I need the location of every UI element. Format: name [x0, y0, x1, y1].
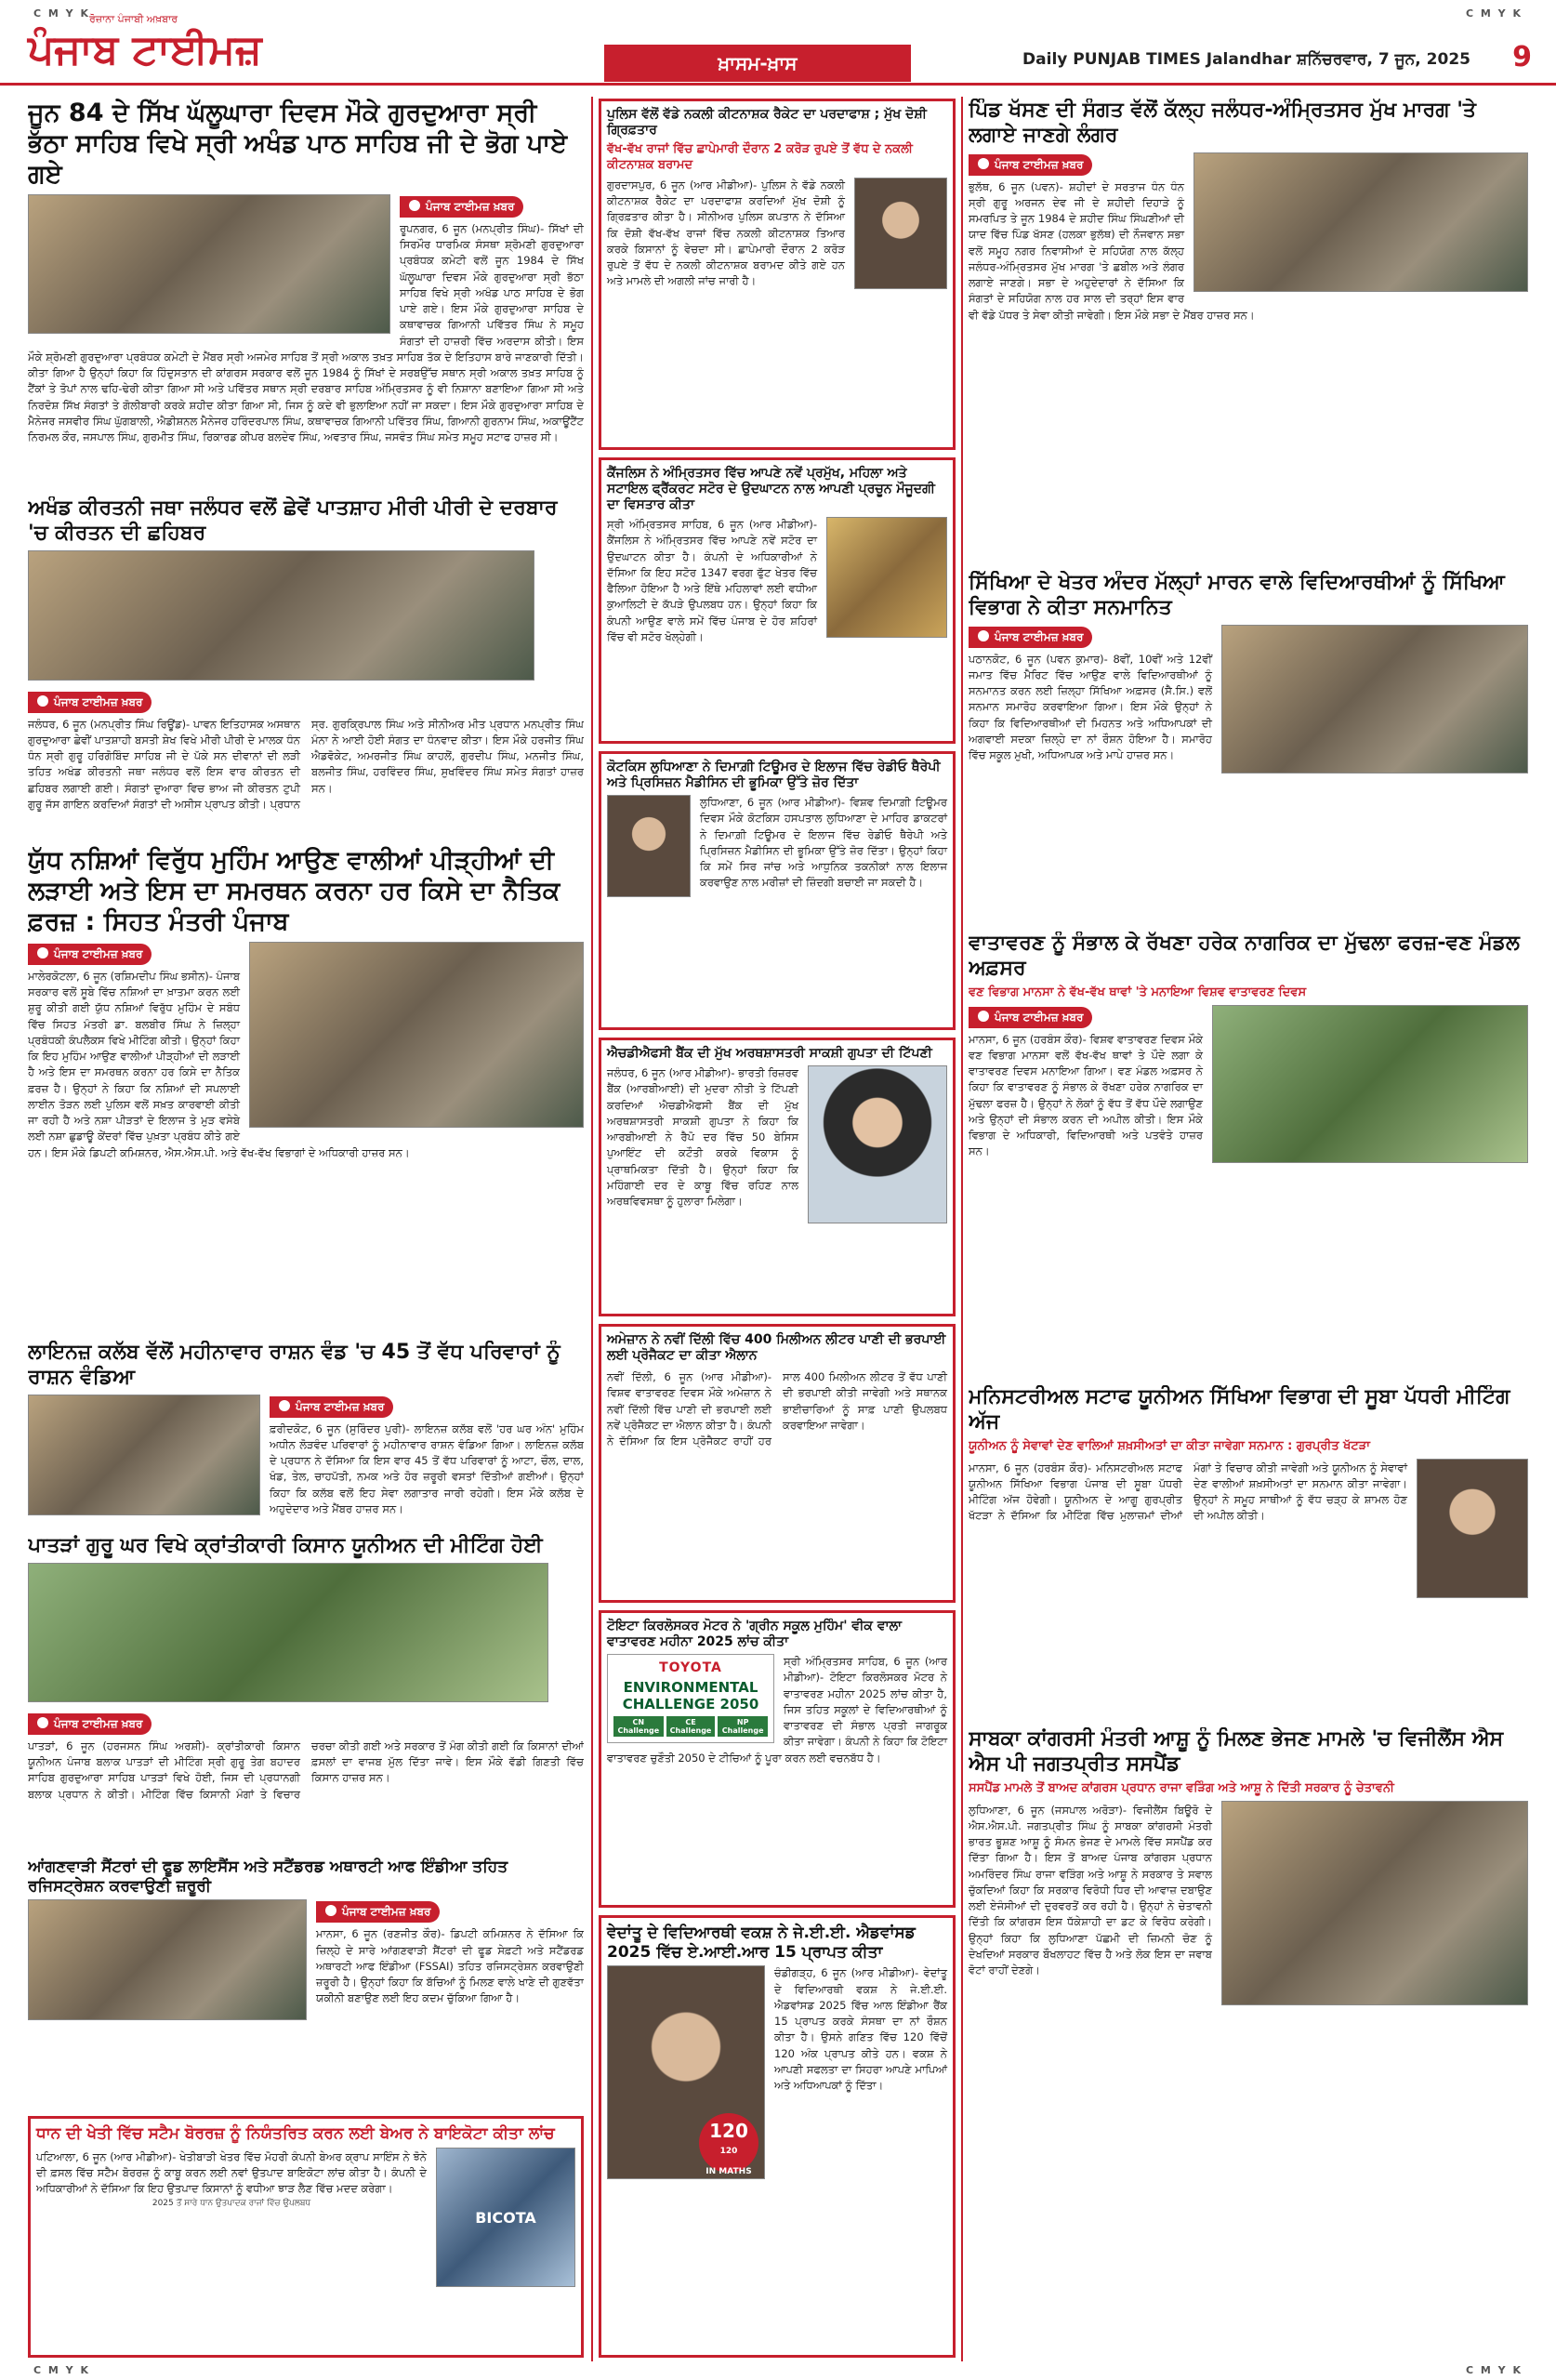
article-body: ਜਲੰਧਰ, 6 ਜੂਨ (ਆਰ ਮੀਡੀਆ)- ਭਾਰਤੀ ਰਿਜ਼ਰਵ ਬੈਂਕ (ਆਰਬੀਆਈ) ਦੀ ਮੁਦਰਾ ਨੀਤੀ ਤੇ ਟਿੱਪਣੀ ਕਰਦਿਆਂ ਐਚਡੀਐਫਸੀ ਬੈਂਕ ਦੀ ਮੁੱਖ ਅਰਥਸ਼ਾਸਤਰੀ ਸਾਕਸ਼ੀ ਗੁਪਤਾ ਨੇ ਕਿਹਾ ਕਿ ਆਰਬੀਆਈ ਨੇ ਰੈਪੋ ਦਰ ਵਿੱਚ 50 ਬੇਸਿਸ ਪੁਆਇੰਟ ਦੀ ਕਟੌਤੀ ਕਰਕੇ ਵਿਕਾਸ ਨੂੰ ਪ੍ਰਾਥਮਿਕਤਾ ਦਿੱਤੀ ਹੈ। ਉਨ੍ਹਾਂ ਕਿਹਾ ਕਿ ਮਹਿੰਗਾਈ ਦਰ ਦੇ ਕਾਬੂ ਵਿੱਚ ਰਹਿਣ ਨਾਲ ਅਰਥਵਿਵਸਥਾ ਨੂੰ ਹੁਲਾਰਾ ਮਿਲੇਗਾ। [607, 1066, 798, 1209]
doctor-photo [607, 795, 691, 897]
article-photo [28, 550, 534, 681]
headline: ਐਚਡੀਐਫਸੀ ਬੈਂਕ ਦੀ ਮੁੱਖ ਅਰਥਸ਼ਾਸਤਰੀ ਸਾਕਸ਼ੀ ਗੁਪਤਾ ਦੀ ਟਿੱਪਣੀ [607, 1046, 932, 1061]
article-body: ਮਾਨਸਾ, 6 ਜੂਨ (ਹਰਬੰਸ ਕੌਰ)- ਮਨਿਸਟਰੀਅਲ ਸਟਾਫ ਯੂਨੀਅਨ ਸਿੱਖਿਆ ਵਿਭਾਗ ਪੰਜਾਬ ਦੀ ਸੂਬਾ ਪੱਧਰੀ ਮੀਟਿੰਗ ਅੱਜ ਹੋਵੇਗੀ। ਯੂਨੀਅਨ ਦੇ ਆਗੂ ਗੁਰਪ੍ਰੀਤ ਖੱਟੜਾ ਨੇ ਦੱਸਿਆ ਕਿ ਮੀਟਿੰਗ ਵਿੱਚ ਮੁਲਾਜ਼ਮਾਂ ਦੀਆਂ ਮੰਗਾਂ ਤੇ ਵਿਚਾਰ ਕੀਤੀ ਜਾਵੇਗੀ ਅਤੇ ਯੂਨੀਅਨ ਨੂੰ ਸੇਵਾਵਾਂ ਦੇਣ ਵਾਲੀਆਂ ਸ਼ਖ਼ਸੀਅਤਾਂ ਦਾ ਸਨਮਾਨ ਕੀਤਾ ਜਾਵੇਗਾ। ਉਨ੍ਹਾਂ ਨੇ ਸਮੂਹ ਸਾਥੀਆਂ ਨੂੰ ਵੱਧ ਚੜ੍ਹ ਕੇ ਸ਼ਾਮਲ ਹੋਣ ਦੀ ਅਪੀਲ ਕੀਤੀ। [969, 1461, 1407, 1523]
article-body: ਲੁਧਿਆਣਾ, 6 ਜੂਨ (ਆਰ ਮੀਡੀਆ)- ਵਿਸ਼ਵ ਦਿਮਾਗ਼ੀ ਟਿਊਮਰ ਦਿਵਸ ਮੌਕੇ ਕੋਟਕਿਸ ਹਸਪਤਾਲ ਲੁਧਿਆਣਾ ਦੇ ਮਾਹਿਰ ਡਾਕਟਰਾਂ ਨੇ ਦਿਮਾਗ਼ੀ ਟਿਊਮਰ ਦੇ ਇਲਾਜ ਵਿੱਚ ਰੇਡੀਓ ਥੈਰੇਪੀ ਅਤੇ ਪ੍ਰਿਸਿਜ਼ਨ ਮੈਡੀਸਿਨ ਦੀ ਭੂਮਿਕਾ ਉੱਤੇ ਜ਼ੋਰ ਦਿੱਤਾ। ਉਨ੍ਹਾਂ ਕਿਹਾ ਕਿ ਸਮੇਂ ਸਿਰ ਜਾਂਚ ਅਤੇ ਆਧੁਨਿਕ ਤਕਨੀਕਾਂ ਨਾਲ ਇਲਾਜ ਕਰਵਾਉਣ ਨਾਲ ਮਰੀਜ਼ਾਂ ਦੀ ਜ਼ਿੰਦਗੀ ਬਚਾਈ ਜਾ ਸਕਦੀ ਹੈ। [700, 796, 947, 890]
byline-tag: ਪੰਜਾਬ ਟਾਈਮਜ਼ ਖ਼ਬਰ [316, 1901, 440, 1923]
article-body: ਪਠਾਨਕੋਟ, 6 ਜੂਨ (ਪਵਨ ਕੁਮਾਰ)- 8ਵੀਂ, 10ਵੀਂ ਅਤੇ 12ਵੀਂ ਜਮਾਤ ਵਿੱਚ ਮੈਰਿਟ ਵਿੱਚ ਆਉਣ ਵਾਲੇ ਵਿਦਿਆਰਥੀਆਂ ਨੂੰ ਸਨਮਾਨਤ ਕਰਨ ਲਈ ਜ਼ਿਲ੍ਹਾ ਸਿੱਖਿਆ ਅਫ਼ਸਰ (ਸੈ.ਸਿ.) ਵਲੋਂ ਸਨਮਾਨ ਸਮਾਰੋਹ ਕਰਵਾਇਆ ਗਿਆ। ਇਸ ਮੌਕੇ ਉਨ੍ਹਾਂ ਨੇ ਕਿਹਾ ਕਿ ਵਿਦਿਆਰਥੀਆਂ ਦੀ ਮਿਹਨਤ ਅਤੇ ਅਧਿਆਪਕਾਂ ਦੀ ਅਗਵਾਈ ਸਦਕਾ ਜ਼ਿਲ੍ਹੇ ਦਾ ਨਾਂ ਰੌਸ਼ਨ ਹੋਇਆ ਹੈ। ਸਮਾਰੋਹ ਵਿੱਚ ਸਕੂਲ ਮੁਖੀ, ਅਧਿਆਪਕ ਅਤੇ ਮਾਪੇ ਹਾਜ਼ਰ ਸਨ। [969, 652, 1212, 762]
subheadline: ਸਸਪੈਂਡ ਮਾਮਲੇ ਤੋਂ ਬਾਅਦ ਕਾਂਗਰਸ ਪ੍ਰਧਾਨ ਰਾਜਾ ਵੜਿੰਗ ਅਤੇ ਆਸ਼ੂ ਨੇ ਦਿੱਤੀ ਸਰਕਾਰ ਨੂੰ ਚੇਤਾਵਨੀ [969, 1780, 1394, 1795]
byline-tag: ਪੰਜਾਬ ਟਾਈਮਜ਼ ਖ਼ਬਰ [400, 196, 523, 218]
article-ministerial-staff-union [969, 1385, 1528, 1720]
article-body: ਮਾਨਸਾ, 6 ਜੂਨ (ਰਣਜੀਤ ਕੌਰ)- ਡਿਪਟੀ ਕਮਿਸ਼ਨਰ ਨੇ ਦੱਸਿਆ ਕਿ ਜ਼ਿਲ੍ਹੇ ਦੇ ਸਾਰੇ ਆਂਗਣਵਾੜੀ ਸੈਂਟਰਾਂ ਦੀ ਫੂਡ ਸੇਫ਼ਟੀ ਅਤੇ ਸਟੈਂਡਰਡ ਅਥਾਰਟੀ ਆਫ ਇੰਡੀਆ (FSSAI) ਤਹਿਤ ਰਜਿਸਟ੍ਰੇਸ਼ਨ ਕਰਵਾਉਣੀ ਜ਼ਰੂਰੀ ਹੈ। ਉਨ੍ਹਾਂ ਕਿਹਾ ਕਿ ਬੱਚਿਆਂ ਨੂੰ ਮਿਲਣ ਵਾਲੇ ਖਾਣੇ ਦੀ ਗੁਣਵੱਤਾ ਯਕੀਨੀ ਬਣਾਉਣ ਲਈ ਇਹ ਕਦਮ ਚੁੱਕਿਆ ਗਿਆ ਹੈ। [316, 1927, 584, 2005]
byline-tag: ਪੰਜਾਬ ਟਾਈਮਜ਼ ਖ਼ਬਰ [270, 1396, 393, 1418]
headline: ਜੂਨ 84 ਦੇ ਸਿੱਖ ਘੱਲੂਘਾਰਾ ਦਿਵਸ ਮੌਕੇ ਗੁਰਦੁਆਰਾ ਸ੍ਰੀ ਭੱਠਾ ਸਾਹਿਬ ਵਿਖੇ ਸ੍ਰੀ ਅਖੰਡ ਪਾਠ ਸਾਹਿਬ ਜੀ ਦੇ ਭੋਗ ਪਾਏ ਗਏ [28, 99, 568, 189]
masthead [28, 13, 316, 78]
registration-mark-bottom-right: C M Y K [1466, 2364, 1523, 2376]
logo-icon [279, 1400, 290, 1411]
article-photo [28, 1563, 548, 1702]
byline-tag: ਪੰਜਾਬ ਟਾਈਮਜ਼ ਖ਼ਬਰ [28, 1713, 152, 1735]
headline: ਲਾਇਨਜ਼ ਕਲੱਬ ਵੱਲੋਂ ਮਹੀਨਾਵਾਰ ਰਾਸ਼ਨ ਵੰਡ 'ਚ 45 ਤੋਂ ਵੱਧ ਪਰਿਵਾਰਾਂ ਨੂੰ ਰਾਸ਼ਨ ਵੰਡਿਆ [28, 1341, 560, 1389]
headline: ਮਨਿਸਟਰੀਅਲ ਸਟਾਫ ਯੂਨੀਅਨ ਸਿੱਖਿਆ ਵਿਭਾਗ ਦੀ ਸੂਬਾ ਪੱਧਰੀ ਮੀਟਿੰਗ ਅੱਜ [969, 1385, 1510, 1434]
byline-tag: ਪੰਜਾਬ ਟਾਈਮਜ਼ ਖ਼ਬਰ [28, 692, 152, 713]
challenge-title: ENVIRONMENTAL CHALLENGE 2050 [622, 1679, 759, 1713]
article-body: ਸ੍ਰੀ ਅੰਮ੍ਰਿਤਸਰ ਸਾਹਿਬ, 6 ਜੂਨ (ਆਰ ਮੀਡੀਆ)- ਟੋਇਟਾ ਕਿਰਲੋਸਕਰ ਮੋਟਰ ਨੇ ਵਾਤਾਵਰਣ ਮਹੀਨਾ 2025 ਲਾਂਚ ਕੀਤਾ ਹੈ, ਜਿਸ ਤਹਿਤ ਸਕੂਲਾਂ ਦੇ ਵਿਦਿਆਰਥੀਆਂ ਨੂੰ ਵਾਤਾਵਰਣ ਦੀ ਸੰਭਾਲ ਪ੍ਰਤੀ ਜਾਗਰੂਕ ਕੀਤਾ ਜਾਵੇਗਾ। ਕੰਪਨੀ ਨੇ ਕਿਹਾ ਕਿ ਟੋਇਟਾ ਵਾਤਾਵਰਣ ਚੁਣੌਤੀ 2050 ਦੇ ਟੀਚਿਆਂ ਨੂੰ ਪੂਰਾ ਕਰਨ ਲਈ ਵਚਨਬੱਧ ਹੈ। [607, 1655, 947, 1765]
chip-cn: CN Challenge [613, 1716, 664, 1737]
toyota-challenge-graphic [607, 1654, 774, 1743]
article-photo [28, 194, 390, 334]
article-lions-club-ration [28, 1341, 584, 1527]
student-photo [607, 1965, 765, 2179]
accused-photo [854, 178, 947, 289]
headline: ਪਿੰਡ ਖੱਸਣ ਦੀ ਸੰਗਤ ਵੱਲੋਂ ਕੱਲ੍ਹ ਜਲੰਧਰ-ਅੰਮ੍ਰਿਤਸਰ ਮੁੱਖ ਮਾਰਗ 'ਤੇ ਲਗਾਏ ਜਾਣਗੇ ਲੰਗਰ [969, 99, 1477, 147]
registration-mark-top-left: C M Y K [33, 7, 90, 20]
subheadline: ਯੂਨੀਅਨ ਨੂੰ ਸੇਵਾਵਾਂ ਦੇਣ ਵਾਲਿਆਂ ਸ਼ਖ਼ਸੀਅਤਾਂ ਦਾ ਕੀਤਾ ਜਾਵੇਗਾ ਸਨਮਾਨ : ਗੁਰਪ੍ਰੀਤ ਖੱਟੜਾ [969, 1438, 1370, 1453]
article-patran-kisan-union [28, 1534, 584, 1850]
store-photo [826, 517, 947, 638]
article-body: ਰੂਪਨਗਰ, 6 ਜੂਨ (ਮਨਪ੍ਰੀਤ ਸਿੰਘ)- ਸਿੱਖਾਂ ਦੀ ਸਿਰਮੌਰ ਧਾਰਮਿਕ ਸੰਸਥਾ ਸ਼੍ਰੋਮਣੀ ਗੁਰਦੁਆਰਾ ਪ੍ਰਬੰਧਕ ਕਮੇਟੀ ਵਲੋਂ ਜੂਨ 1984 ਦੇ ਸਿੱਖ ਘੱਲੂਘਾਰਾ ਦਿਵਸ ਮੌਕੇ ਗੁਰਦੁਆਰਾ ਸ੍ਰੀ ਭੱਠਾ ਸਾਹਿਬ ਵਿਖੇ ਸ੍ਰੀ ਅਖੰਡ ਪਾਠ ਸਾਹਿਬ ਦੇ ਭੋਗ ਪਾਏ ਗਏ। ਇਸ ਮੌਕੇ ਗੁਰਦੁਆਰਾ ਸਾਹਿਬ ਦੇ ਕਥਾਵਾਚਕ ਗਿਆਨੀ ਪਵਿੱਤਰ ਸਿੰਘ ਨੇ ਸਮੂਹ ਸੰਗਤਾਂ ਦੀ ਹਾਜ਼ਰੀ ਵਿੱਚ ਅਰਦਾਸ ਕੀਤੀ। ਇਸ ਮੌਕੇ ਸ਼੍ਰੋਮਣੀ ਗੁਰਦੁਆਰਾ ਪ੍ਰਬੰਧਕ ਕਮੇਟੀ ਦੇ ਮੈਂਬਰ ਸ੍ਰੀ ਅਜਮੇਰ ਸਾਹਿਬ ਤੋਂ ਸ੍ਰੀ ਅਕਾਲ ਤਖ਼ਤ ਸਾਹਿਬ ਤੱਕ ਦੇ ਇਤਿਹਾਸ ਬਾਰੇ ਜਾਣਕਾਰੀ ਦਿੱਤੀ। ਕੀਤਾ ਗਿਆ ਹੈ ਉਨ੍ਹਾਂ ਕਿਹਾ ਕਿ ਹਿੰਦੁਸਤਾਨ ਦੀ ਕਾਂਗਰਸ ਸਰਕਾਰ ਵਲੋਂ ਜੂਨ 1984 ਨੂੰ ਸਿੱਖਾਂ ਦੇ ਸਰਬਉੱਚ ਸਥਾਨ ਸ੍ਰੀ ਅਕਾਲ ਤਖ਼ਤ ਸਾਹਿਬ ਨੂੰ ਟੈਂਕਾਂ ਤੇ ਤੋਪਾਂ ਨਾਲ ਢਹਿ-ਢੇਰੀ ਕੀਤਾ ਗਿਆ ਸੀ ਅਤੇ ਪਵਿੱਤਰ ਸਥਾਨ ਸ੍ਰੀ ਦਰਬਾਰ ਸਾਹਿਬ ਅੰਮ੍ਰਿਤਸਰ ਨੂੰ ਵੀ ਨਿਸ਼ਾਨਾ ਬਣਾਇਆ ਗਿਆ ਸੀ ਅਤੇ ਨਿਰਦੋਸ਼ ਸਿੱਖ ਸੰਗਤਾਂ ਤੇ ਗੋਲੀਬਾਰੀ ਕਰਕੇ ਸ਼ਹੀਦ ਕੀਤਾ ਗਿਆ ਸੀ, ਜਿਸ ਨੂੰ ਕਦੇ ਵੀ ਭੁਲਾਇਆ ਨਹੀਂ ਜਾ ਸਕਦਾ। ਇਸ ਮੌਕੇ ਗੁਰਦੁਆਰਾ ਸਾਹਿਬ ਦੇ ਮੈਨੇਜਰ ਜਸਵੀਰ ਸਿੰਘ ਘੁੱਗਬਾਲੀ, ਐਡੀਸ਼ਨਲ ਮੈਨੇਜਰ ਹਰਿੰਦਰਪਾਲ ਸਿੰਘ, ਕਥਾਵਾਚਕ ਗਿਆਨੀ ਪਵਿੱਤਰ ਸਿੰਘ, ਗਿਆਨੀ ਗੁਰਨਾਮ ਸਿੰਘ, ਅਕਾਊਂਟੈਂਟ ਨਿਰਮਲ ਕੌਰ, ਜਸਪਾਲ ਸਿੰਘ, ਗੁਰਮੀਤ ਸਿੰਘ, ਰਿਕਾਰਡ ਕੀਪਰ ਬਲਦੇਵ ਸਿੰਘ, ਅਵਤਾਰ ਸਿੰਘ, ਜਸਵੰਤ ਸਿੰਘ ਸਮੇਤ ਸਮੂਹ ਸਟਾਫ ਹਾਜ਼ਰ ਸੀ। [28, 221, 584, 444]
article-anganwadi-fssai [28, 1858, 584, 2109]
byline-tag: ਪੰਜਾਬ ਟਾਈਮਜ਼ ਖ਼ਬਰ [969, 1007, 1092, 1028]
article-body: ਨਵੀਂ ਦਿੱਲੀ, 6 ਜੂਨ (ਆਰ ਮੀਡੀਆ)- ਵਿਸ਼ਵ ਵਾਤਾਵਰਣ ਦਿਵਸ ਮੌਕੇ ਅਮੇਜ਼ਾਨ ਨੇ ਨਵੀਂ ਦਿੱਲੀ ਵਿੱਚ ਪਾਣੀ ਦੀ ਭਰਪਾਈ ਲਈ ਨਵੇਂ ਪ੍ਰੋਜੈਕਟ ਦਾ ਐਲਾਨ ਕੀਤਾ ਹੈ। ਕੰਪਨੀ ਨੇ ਦੱਸਿਆ ਕਿ ਇਸ ਪ੍ਰੋਜੈਕਟ ਰਾਹੀਂ ਹਰ ਸਾਲ 400 ਮਿਲੀਅਨ ਲੀਟਰ ਤੋਂ ਵੱਧ ਪਾਣੀ ਦੀ ਭਰਪਾਈ ਕੀਤੀ ਜਾਵੇਗੀ ਅਤੇ ਸਥਾਨਕ ਭਾਈਚਾਰਿਆਂ ਨੂੰ ਸਾਫ਼ ਪਾਣੀ ਉਪਲਬਧ ਕਰਵਾਇਆ ਜਾਵੇਗਾ। [607, 1370, 947, 1448]
subheadline: ਵੱਖ-ਵੱਖ ਰਾਜਾਂ ਵਿੱਚ ਛਾਪੇਮਾਰੀ ਦੌਰਾਨ 2 ਕਰੋੜ ਰੁਪਏ ਤੋਂ ਵੱਧ ਦੇ ਨਕਲੀ ਕੀਟਨਾਸ਼ਕ ਬਰਾਮਦ [607, 142, 913, 173]
logo-icon [409, 200, 420, 211]
article-khassan-langar [969, 99, 1528, 563]
article-amazon-water [599, 1324, 956, 1603]
article-toyota-environment [599, 1610, 956, 1908]
chip-ce: CE Challenge [666, 1716, 716, 1737]
column-divider [961, 97, 963, 2361]
byline-tag: ਪੰਜਾਬ ਟਾਈਮਜ਼ ਖ਼ਬਰ [969, 627, 1092, 648]
column-divider [591, 97, 593, 2361]
headline: ਸਾਬਕਾ ਕਾਂਗਰਸੀ ਮੰਤਰੀ ਆਸ਼ੂ ਨੂੰ ਮਿਲਣ ਭੇਜਣ ਮਾਮਲੇ 'ਚ ਵਿਜੀਲੈਂਸ ਐਸ ਐਸ ਪੀ ਜਗਤਪ੍ਰੀਤ ਸਸਪੈਂਡ [969, 1727, 1504, 1776]
article-body: ਪਾਤੜਾਂ, 6 ਜੂਨ (ਹਰਜਸਨ ਸਿੰਘ ਅਰਸ਼ੀ)- ਕ੍ਰਾਂਤੀਕਾਰੀ ਕਿਸਾਨ ਯੂਨੀਅਨ ਪੰਜਾਬ ਬਲਾਕ ਪਾਤੜਾਂ ਦੀ ਮੀਟਿੰਗ ਸ੍ਰੀ ਗੁਰੂ ਤੇਗ ਬਹਾਦਰ ਸਾਹਿਬ ਗੁਰਦੁਆਰਾ ਸਾਹਿਬ ਪਾਤੜਾਂ ਵਿਖੇ ਹੋਈ, ਜਿਸ ਦੀ ਪ੍ਰਧਾਨਗੀ ਬਲਾਕ ਪ੍ਰਧਾਨ ਨੇ ਕੀਤੀ। ਮੀਟਿੰਗ ਵਿੱਚ ਕਿਸਾਨੀ ਮੰਗਾਂ ਤੇ ਵਿਚਾਰ ਚਰਚਾ ਕੀਤੀ ਗਈ ਅਤੇ ਸਰਕਾਰ ਤੋਂ ਮੰਗ ਕੀਤੀ ਗਈ ਕਿ ਕਿਸਾਨਾਂ ਦੀਆਂ ਫ਼ਸਲਾਂ ਦਾ ਵਾਜਬ ਮੁੱਲ ਦਿੱਤਾ ਜਾਵੇ। ਇਸ ਮੌਕੇ ਵੱਡੀ ਗਿਣਤੀ ਵਿੱਚ ਕਿਸਾਨ ਹਾਜ਼ਰ ਸਨ। [28, 1739, 584, 1801]
article-body: ਮਾਨਸਾ, 6 ਜੂਨ (ਹਰਬੰਸ ਕੌਰ)- ਵਿਸ਼ਵ ਵਾਤਾਵਰਣ ਦਿਵਸ ਮੌਕੇ ਵਣ ਵਿਭਾਗ ਮਾਨਸਾ ਵਲੋਂ ਵੱਖ-ਵੱਖ ਥਾਵਾਂ ਤੇ ਪੌਦੇ ਲਗਾ ਕੇ ਵਾਤਾਵਰਣ ਦਿਵਸ ਮਨਾਇਆ ਗਿਆ। ਵਣ ਮੰਡਲ ਅਫ਼ਸਰ ਨੇ ਕਿਹਾ ਕਿ ਵਾਤਾਵਰਣ ਨੂੰ ਸੰਭਾਲ ਕੇ ਰੱਖਣਾ ਹਰੇਕ ਨਾਗਰਿਕ ਦਾ ਮੁੱਢਲਾ ਫਰਜ਼ ਹੈ। ਉਨ੍ਹਾਂ ਨੇ ਲੋਕਾਂ ਨੂੰ ਵੱਧ ਤੋਂ ਵੱਧ ਪੌਦੇ ਲਗਾਉਣ ਅਤੇ ਉਨ੍ਹਾਂ ਦੀ ਸੰਭਾਲ ਕਰਨ ਦੀ ਅਪੀਲ ਕੀਤੀ। ਇਸ ਮੌਕੇ ਵਿਭਾਗ ਦੇ ਅਧਿਕਾਰੀ, ਵਿਦਿਆਰਥੀ ਅਤੇ ਪਤਵੰਤੇ ਹਾਜ਼ਰ ਸਨ। [969, 1032, 1203, 1158]
bicota-product-image: BICOTA [436, 2148, 575, 2287]
article-vigilance-ssp-suspended [969, 1727, 1528, 2358]
logo-icon [978, 158, 989, 169]
headline: ਵਾਤਾਵਰਣ ਨੂੰ ਸੰਭਾਲ ਕੇ ਰੱਖਣਾ ਹਰੇਕ ਨਾਗਰਿਕ ਦਾ ਮੁੱਢਲਾ ਫਰਜ਼-ਵਣ ਮੰਡਲ ਅਫ਼ਸਰ [969, 932, 1520, 980]
article-body: ਸ੍ਰੀ ਅੰਮ੍ਰਿਤਸਰ ਸਾਹਿਬ, 6 ਜੂਨ (ਆਰ ਮੀਡੀਆ)- ਕੈਂਜਲਿਸ ਨੇ ਅੰਮ੍ਰਿਤਸਰ ਵਿੱਚ ਆਪਣੇ ਨਵੇਂ ਸਟੋਰ ਦਾ ਉਦਘਾਟਨ ਕੀਤਾ ਹੈ। ਕੰਪਨੀ ਦੇ ਅਧਿਕਾਰੀਆਂ ਨੇ ਦੱਸਿਆ ਕਿ ਇਹ ਸਟੋਰ 1347 ਵਰਗ ਫੁੱਟ ਖੇਤਰ ਵਿੱਚ ਫੈਲਿਆ ਹੋਇਆ ਹੈ ਅਤੇ ਇੱਥੇ ਮਹਿਲਾਵਾਂ ਲਈ ਵਧੀਆ ਕੁਆਲਿਟੀ ਦੇ ਕੱਪੜੇ ਉਪਲਬਧ ਹਨ। ਉਨ੍ਹਾਂ ਕਿਹਾ ਕਿ ਕੰਪਨੀ ਆਉਣ ਵਾਲੇ ਸਮੇਂ ਵਿੱਚ ਪੰਜਾਬ ਦੇ ਹੋਰ ਸ਼ਹਿਰਾਂ ਵਿੱਚ ਵੀ ਸਟੋਰ ਖੋਲ੍ਹੇਗੀ। [607, 518, 817, 643]
headline: ਕੈਂਜਲਿਸ ਨੇ ਅੰਮ੍ਰਿਤਸਰ ਵਿੱਚ ਆਪਣੇ ਨਵੇਂ ਪ੍ਰਮੁੱਖ, ਮਹਿਲਾ ਅਤੇ ਸਟਾਇਲ ਫ੍ਰੈਂਕਰਟ ਸਟੋਰ ਦੇ ਉਦਘਾਟਨ ਨਾਲ ਆਪਣੀ ਪ੍ਰਚੂਨ ਮੌਜੂਦਗੀ ਦਾ ਵਿਸਤਾਰ ਕੀਤਾ [607, 466, 936, 513]
masthead-tagline: ਰੋਜ਼ਾਨਾ ਪੰਜਾਬੀ ਅਖ਼ਬਾਰ [89, 13, 178, 25]
article-ghallughara-bhatha-sahib [28, 99, 584, 489]
challenge-chips [613, 1716, 768, 1737]
logo-icon [978, 1011, 989, 1022]
article-body: ਚੰਡੀਗੜ੍ਹ, 6 ਜੂਨ (ਆਰ ਮੀਡੀਆ)- ਵੇਦਾਂਤੂ ਦੇ ਵਿਦਿਆਰਥੀ ਵਕਸ਼ ਨੇ ਜੇ.ਈ.ਈ. ਐਡਵਾਂਸਡ 2025 ਵਿੱਚ ਆਲ ਇੰਡੀਆ ਰੈਂਕ 15 ਪ੍ਰਾਪਤ ਕਰਕੇ ਸੰਸਥਾ ਦਾ ਨਾਂ ਰੌਸ਼ਨ ਕੀਤਾ ਹੈ। ਉਸਨੇ ਗਣਿਤ ਵਿੱਚ 120 ਵਿੱਚੋਂ 120 ਅੰਕ ਪ੍ਰਾਪਤ ਕੀਤੇ ਹਨ। ਵਕਸ਼ ਨੇ ਆਪਣੀ ਸਫਲਤਾ ਦਾ ਸਿਹਰਾ ਆਪਣੇ ਮਾਪਿਆਂ ਅਤੇ ਅਧਿਆਪਕਾਂ ਨੂੰ ਦਿੱਤਾ। [774, 1966, 947, 2093]
article-photo [28, 1395, 260, 1515]
article-body: ਜਲੰਧਰ, 6 ਜੂਨ (ਮਨਪ੍ਰੀਤ ਸਿੰਘ ਰਿਊਂਡ)- ਪਾਵਨ ਇਤਿਹਾਸਕ ਅਸਥਾਨ ਗੁਰਦੁਆਰਾ ਛੇਵੀਂ ਪਾਤਸ਼ਾਹੀ ਬਸਤੀ ਸ਼ੇਖ ਵਿਖੇ ਮੀਰੀ ਪੀਰੀ ਦੇ ਮਾਲਕ ਧੰਨ ਧੰਨ ਸ੍ਰੀ ਗੁਰੂ ਹਰਿਗੋਬਿੰਦ ਸਾਹਿਬ ਜੀ ਦੇ ਪੱਕੇ ਸਨ ਦੀਵਾਨਾਂ ਦੀ ਲੜੀ ਤਹਿਤ ਅਖੰਡ ਕੀਰਤਨੀ ਜਥਾ ਜਲੰਧਰ ਵਲੋਂ ਇਸ ਵਾਰ ਕੀਰਤਨ ਦੀ ਛਹਿਬਰ ਲਗਾਈ ਗਈ। ਸੰਗਤਾਂ ਦੁਆਰਾ ਵਿਚ ਭਾਅ ਜੀ ਕੀਰਤਨ ਟੁਪੀ ਗੁਰੂ ਜੱਸ ਗਾਇਨ ਕਰਦਿਆਂ ਸੰਗਤਾਂ ਦੀ ਅਸੀਸ ਪ੍ਰਾਪਤ ਕੀਤੀ। ਪ੍ਰਧਾਨ ਸ੍ਰ. ਗੁਰਕ੍ਰਿਪਾਲ ਸਿੰਘ ਅਤੇ ਸੀਨੀਅਰ ਮੀਤ ਪ੍ਰਧਾਨ ਮਨਪ੍ਰੀਤ ਸਿੰਘ ਮੰਨਾ ਨੇ ਆਈ ਹੋਈ ਸੰਗਤ ਦਾ ਧੰਨਵਾਦ ਕੀਤਾ। ਇਸ ਮੌਕੇ ਹਰਜੀਤ ਸਿੰਘ ਐਡਵੋਕੇਟ, ਅਮਰਜੀਤ ਸਿੰਘ ਕਾਹਲੋਂ, ਗੁਰਦੀਪ ਸਿੰਘ, ਮਨਜੀਤ ਸਿੰਘ, ਬਲਜੀਤ ਸਿੰਘ, ਹਰਵਿੰਦਰ ਸਿੰਘ, ਸੁਖਵਿੰਦਰ ਸਿੰਘ ਸਮੇਤ ਸੰਗਤਾਂ ਹਾਜ਼ਰ ਸਨ। [28, 717, 584, 811]
article-education-honours [969, 571, 1528, 924]
headline: ਟੋਇਟਾ ਕਿਰਲੋਸਕਰ ਮੋਟਰ ਨੇ 'ਗ੍ਰੀਨ ਸਕੂਲ ਮੁਹਿੰਮ' ਵੀਕ ਵਾਲਾ ਵਾਤਾਵਰਣ ਮਹੀਨਾ 2025 ਲਾਂਚ ਕੀਤਾ [607, 1619, 903, 1650]
headline: ਪਾਤੜਾਂ ਗੁਰੂ ਘਰ ਵਿਖੇ ਕ੍ਰਾਂਤੀਕਾਰੀ ਕਿਸਾਨ ਯੂਨੀਅਨ ਦੀ ਮੀਟਿੰਗ ਹੋਈ [28, 1534, 543, 1557]
registration-mark-top-right: C M Y K [1466, 7, 1523, 20]
article-photo [28, 1899, 307, 2020]
chip-np: NP Challenge [718, 1716, 768, 1737]
logo-icon [37, 1717, 48, 1728]
registration-mark-bottom-left: C M Y K [33, 2364, 90, 2376]
headline: ਕੋਟਕਿਸ ਲੁਧਿਆਣਾ ਨੇ ਦਿਮਾਗ਼ੀ ਟਿਊਮਰ ਦੇ ਇਲਾਜ ਵਿੱਚ ਰੇਡੀਓ ਥੈਰੇਪੀ ਅਤੇ ਪ੍ਰਿਸਿਜ਼ਨ ਮੈਡੀਸਿਨ ਦੀ ਭੂਮਿਕਾ ਉੱਤੇ ਜ਼ੋਰ ਦਿੱਤਾ [607, 760, 941, 791]
page-number: 9 [1512, 41, 1532, 73]
logo-icon [978, 630, 989, 641]
article-photo [1221, 625, 1528, 774]
headline: ਅਮੇਜ਼ਾਨ ਨੇ ਨਵੀਂ ਦਿੱਲੀ ਵਿੱਚ 400 ਮਿਲੀਅਨ ਲੀਟਰ ਪਾਣੀ ਦੀ ਭਰਪਾਈ ਲਈ ਪ੍ਰੋਜੈਕਟ ਦਾ ਕੀਤਾ ਐਲਾਨ [607, 1332, 946, 1364]
article-photo [1193, 152, 1528, 292]
headline: ਵੇਦਾਂਤੂ ਦੇ ਵਿਦਿਆਰਥੀ ਵਕਸ਼ ਨੇ ਜੇ.ਈ.ਈ. ਐਡਵਾਂਸਡ 2025 ਵਿੱਚ ਏ.ਆਈ.ਆਰ 15 ਪ੍ਰਾਪਤ ਕੀਤਾ [607, 1924, 916, 1962]
score-badge: 120 120 IN MATHS [699, 2113, 758, 2173]
article-kanjalis-store [599, 457, 956, 744]
article-fake-pesticide-racket [599, 99, 956, 450]
article-body: ਲੁਧਿਆਣਾ, 6 ਜੂਨ (ਜਸਪਾਲ ਅਰੋੜਾ)- ਵਿਜੀਲੈਂਸ ਬਿਊਰੋ ਦੇ ਐਸ.ਐਸ.ਪੀ. ਜਗਤਪ੍ਰੀਤ ਸਿੰਘ ਨੂੰ ਸਾਬਕਾ ਕਾਂਗਰਸੀ ਮੰਤਰੀ ਭਾਰਤ ਭੂਸ਼ਣ ਆਸ਼ੂ ਨੂੰ ਸੰਮਨ ਭੇਜਣ ਦੇ ਮਾਮਲੇ ਵਿੱਚ ਸਸਪੈਂਡ ਕਰ ਦਿੱਤਾ ਗਿਆ ਹੈ। ਇਸ ਤੋਂ ਬਾਅਦ ਪੰਜਾਬ ਕਾਂਗਰਸ ਪ੍ਰਧਾਨ ਅਮਰਿੰਦਰ ਸਿੰਘ ਰਾਜਾ ਵੜਿੰਗ ਅਤੇ ਆਸ਼ੂ ਨੇ ਸਰਕਾਰ ਤੇ ਸਵਾਲ ਚੁੱਕਦਿਆਂ ਕਿਹਾ ਕਿ ਸਰਕਾਰ ਵਿਰੋਧੀ ਧਿਰ ਦੀ ਆਵਾਜ਼ ਦਬਾਉਣ ਲਈ ਏਜੰਸੀਆਂ ਦੀ ਦੁਰਵਰਤੋਂ ਕਰ ਰਹੀ ਹੈ। ਉਨ੍ਹਾਂ ਨੇ ਚੇਤਾਵਨੀ ਦਿੱਤੀ ਕਿ ਕਾਂਗਰਸ ਇਸ ਧੱਕੇਸ਼ਾਹੀ ਦਾ ਡਟ ਕੇ ਵਿਰੋਧ ਕਰੇਗੀ। ਉਨ੍ਹਾਂ ਕਿਹਾ ਕਿ ਲੁਧਿਆਣਾ ਪੱਛਮੀ ਦੀ ਜ਼ਿਮਨੀ ਚੋਣ ਨੂੰ ਦੇਖਦਿਆਂ ਸਰਕਾਰ ਬੌਖਲਾਹਟ ਵਿੱਚ ਹੈ ਅਤੇ ਲੋਕ ਇਸ ਦਾ ਜਵਾਬ ਵੋਟਾਂ ਰਾਹੀਂ ਦੇਣਗੇ। [969, 1803, 1212, 1977]
article-body: ਪਟਿਆਲਾ, 6 ਜੂਨ (ਆਰ ਮੀਡੀਆ)- ਖੇਤੀਬਾੜੀ ਖੇਤਰ ਵਿੱਚ ਮੋਹਰੀ ਕੰਪਨੀ ਬੇਅਰ ਕ੍ਰਾਪ ਸਾਇੰਸ ਨੇ ਝੋਨੇ ਦੀ ਫ਼ਸਲ ਵਿੱਚ ਸਟੈਮ ਬੋਰਰਜ਼ ਨੂੰ ਕਾਬੂ ਕਰਨ ਲਈ ਨਵਾਂ ਉਤਪਾਦ ਬਾਇਕੋਟਾ ਲਾਂਚ ਕੀਤਾ ਹੈ। ਕੰਪਨੀ ਦੇ ਅਧਿਕਾਰੀਆਂ ਨੇ ਦੱਸਿਆ ਕਿ ਇਹ ਉਤਪਾਦ ਕਿਸਾਨਾਂ ਨੂੰ ਵਧੀਆ ਝਾੜ ਲੈਣ ਵਿੱਚ ਮਦਦ ਕਰੇਗਾ। [36, 2149, 427, 2196]
headline: ਅਖੰਡ ਕੀਰਤਨੀ ਜਥਾ ਜਲੰਧਰ ਵਲੋਂ ਛੇਵੇਂ ਪਾਤਸ਼ਾਹ ਮੀਰੀ ਪੀਰੀ ਦੇ ਦਰਬਾਰ 'ਚ ਕੀਰਤਨ ਦੀ ਛਹਿਬਰ [28, 496, 558, 545]
section-label: ਖ਼ਾਸਮ-ਖ਼ਾਸ [604, 45, 911, 82]
headline: ਸਿੱਖਿਆ ਦੇ ਖੇਤਰ ਅੰਦਰ ਮੱਲ੍ਹਾਂ ਮਾਰਨ ਵਾਲੇ ਵਿਦਿਆਰਥੀਆਂ ਨੂੰ ਸਿੱਖਿਆ ਵਿਭਾਗ ਨੇ ਕੀਤਾ ਸਨਮਾਨਿਤ [969, 571, 1505, 619]
logo-icon [37, 947, 48, 959]
article-environment-day-forest [969, 932, 1528, 1378]
article-body: ਫ਼ਰੀਦਕੋਟ, 6 ਜੂਨ (ਸੁਰਿੰਦਰ ਪੁਰੀ)- ਲਾਇਨਜ਼ ਕਲੱਬ ਵਲੋਂ 'ਹਰ ਘਰ ਅੰਨ' ਮੁਹਿੰਮ ਅਧੀਨ ਲੋੜਵੰਦ ਪਰਿਵਾਰਾਂ ਨੂੰ ਮਹੀਨਾਵਾਰ ਰਾਸ਼ਨ ਵੰਡਿਆ ਗਿਆ। ਲਾਇਨਜ਼ ਕਲੱਬ ਦੇ ਪ੍ਰਧਾਨ ਨੇ ਦੱਸਿਆ ਕਿ ਇਸ ਵਾਰ 45 ਤੋਂ ਵੱਧ ਪਰਿਵਾਰਾਂ ਨੂੰ ਆਟਾ, ਚੌਲ, ਦਾਲ, ਖੰਡ, ਤੇਲ, ਚਾਹਪੱਤੀ, ਨਮਕ ਅਤੇ ਹੋਰ ਜ਼ਰੂਰੀ ਵਸਤਾਂ ਦਿੱਤੀਆਂ ਗਈਆਂ। ਉਨ੍ਹਾਂ ਕਿਹਾ ਕਿ ਕਲੱਬ ਵਲੋਂ ਇਹ ਸੇਵਾ ਲਗਾਤਾਰ ਜਾਰੀ ਰਹੇਗੀ। ਇਸ ਮੌਕੇ ਕਲੱਬ ਦੇ ਅਹੁਦੇਦਾਰ ਅਤੇ ਮੈਂਬਰ ਹਾਜ਼ਰ ਸਨ। [270, 1421, 584, 1515]
article-body: ਭੁਲੱਥ, 6 ਜੂਨ (ਪਵਨ)- ਸ਼ਹੀਦਾਂ ਦੇ ਸਰਤਾਜ ਧੰਨ ਧੰਨ ਸ੍ਰੀ ਗੁਰੂ ਅਰਜਨ ਦੇਵ ਜੀ ਦੇ ਸ਼ਹੀਦੀ ਦਿਹਾੜੇ ਨੂੰ ਸਮਰਪਿਤ ਤੇ ਜੂਨ 1984 ਦੇ ਸ਼ਹੀਦ ਸਿੰਘ ਸਿੰਘਣੀਆਂ ਦੀ ਯਾਦ ਵਿੱਚ ਪਿੰਡ ਖੱਸਣ (ਹਲਕਾ ਭੁਲੱਥ) ਦੀ ਨੌਜਵਾਨ ਸਭਾ ਵਲੋਂ ਸਮੂਹ ਨਗਰ ਨਿਵਾਸੀਆਂ ਦੇ ਸਹਿਯੋਗ ਨਾਲ ਕੱਲ੍ਹ ਜਲੰਧਰ-ਅੰਮ੍ਰਿਤਸਰ ਮੁੱਖ ਮਾਰਗ 'ਤੇ ਛਬੀਲ ਅਤੇ ਲੰਗਰ ਲਗਾਏ ਜਾਣਗੇ। ਸਭਾ ਦੇ ਅਹੁਦੇਦਾਰਾਂ ਨੇ ਦੱਸਿਆ ਕਿ ਸੰਗਤਾਂ ਦੇ ਸਹਿਯੋਗ ਨਾਲ ਹਰ ਸਾਲ ਦੀ ਤਰ੍ਹਾਂ ਇਸ ਵਾਰ ਵੀ ਵੱਡੇ ਪੱਧਰ ਤੇ ਸੇਵਾ ਕੀਤੀ ਜਾਵੇਗੀ। ਇਸ ਮੌਕੇ ਸਭਾ ਦੇ ਮੈਂਬਰ ਹਾਜ਼ਰ ਸਨ। [969, 179, 1255, 322]
paper-info: Daily PUNJAB TIMES Jalandhar ਸ਼ਨਿੱਚਰਵਾਰ, 7 ਜੂਨ, 2025 [1022, 50, 1470, 69]
article-body: ਮਾਲੇਰਕੋਟਲਾ, 6 ਜੂਨ (ਰਸ਼ਿਮਦੀਪ ਸਿੰਘ ਭਸੀਨ)- ਪੰਜਾਬ ਸਰਕਾਰ ਵਲੋਂ ਸੂਬੇ ਵਿੱਚ ਨਸ਼ਿਆਂ ਦਾ ਖ਼ਾਤਮਾ ਕਰਨ ਲਈ ਸ਼ੁਰੂ ਕੀਤੀ ਗਈ ਯੁੱਧ ਨਸ਼ਿਆਂ ਵਿਰੁੱਧ ਮੁਹਿੰਮ ਦੇ ਸਬੰਧ ਵਿੱਚ ਸਿਹਤ ਮੰਤਰੀ ਡਾ. ਬਲਬੀਰ ਸਿੰਘ ਨੇ ਜ਼ਿਲ੍ਹਾ ਪ੍ਰਬੰਧਕੀ ਕੰਪਲੈਕਸ ਵਿਖੇ ਮੀਟਿੰਗ ਕੀਤੀ। ਉਨ੍ਹਾਂ ਕਿਹਾ ਕਿ ਇਹ ਮੁਹਿੰਮ ਆਉਣ ਵਾਲੀਆਂ ਪੀੜ੍ਹੀਆਂ ਦੀ ਲੜਾਈ ਹੈ ਅਤੇ ਇਸ ਦਾ ਸਮਰਥਨ ਕਰਨਾ ਹਰ ਕਿਸੇ ਦਾ ਨੈਤਿਕ ਫ਼ਰਜ਼ ਹੈ। ਉਨ੍ਹਾਂ ਨੇ ਕਿਹਾ ਕਿ ਨਸ਼ਿਆਂ ਦੀ ਸਪਲਾਈ ਲਾਈਨ ਤੋੜਨ ਲਈ ਪੁਲਿਸ ਵਲੋਂ ਸਖ਼ਤ ਕਾਰਵਾਈ ਕੀਤੀ ਜਾ ਰਹੀ ਹੈ ਅਤੇ ਨਸ਼ਾ ਪੀੜਤਾਂ ਦੇ ਇਲਾਜ ਤੇ ਮੁੜ ਵਸੇਬੇ ਲਈ ਨਸ਼ਾ ਛੁਡਾਊ ਕੇਂਦਰਾਂ ਵਿੱਚ ਪੁਖ਼ਤਾ ਪ੍ਰਬੰਧ ਕੀਤੇ ਗਏ ਹਨ। ਇਸ ਮੌਕੇ ਡਿਪਟੀ ਕਮਿਸ਼ਨਰ, ਐਸ.ਐਸ.ਪੀ. ਅਤੇ ਵੱਖ-ਵੱਖ ਵਿਭਾਗਾਂ ਦੇ ਅਧਿਕਾਰੀ ਹਾਜ਼ਰ ਸਨ। [28, 969, 410, 1159]
toyota-logo: TOYOTA [659, 1660, 722, 1676]
subheadline: ਵਣ ਵਿਭਾਗ ਮਾਨਸਾ ਨੇ ਵੱਖ-ਵੱਖ ਥਾਵਾਂ 'ਤੇ ਮਨਾਇਆ ਵਿਸ਼ਵ ਵਾਤਾਵਰਣ ਦਿਵਸ [969, 985, 1307, 999]
headline: ਪੁਲਿਸ ਵੱਲੋਂ ਵੱਡੇ ਨਕਲੀ ਕੀਟਨਾਸ਼ਕ ਰੈਕੇਟ ਦਾ ਪਰਦਾਫਾਸ਼ ; ਮੁੱਖ ਦੋਸ਼ੀ ਗ੍ਰਿਫ਼ਤਾਰ [607, 107, 927, 139]
masthead-title: ਪੰਜਾਬ ਟਾਈਮਜ਼ [28, 26, 262, 73]
article-bayer-bicota [28, 2116, 584, 2358]
headline: ਆਂਗਣਵਾੜੀ ਸੈਂਟਰਾਂ ਦੀ ਫੂਡ ਲਾਇਸੈਂਸ ਅਤੇ ਸਟੈਂਡਰਡ ਅਥਾਰਟੀ ਆਫ ਇੰਡੀਆ ਤਹਿਤ ਰਜਿਸਟ੍ਰੇਸ਼ਨ ਕਰਵਾਉਣੀ ਜ਼ਰੂਰੀ [28, 1858, 508, 1896]
headline: ਯੁੱਧ ਨਸ਼ਿਆਂ ਵਿਰੁੱਧ ਮੁਹਿੰਮ ਆਉਣ ਵਾਲੀਆਂ ਪੀੜ੍ਹੀਆਂ ਦੀ ਲੜਾਈ ਅਤੇ ਇਸ ਦਾ ਸਮਰਥਨ ਕਰਨਾ ਹਰ ਕਿਸੇ ਦਾ ਨੈਤਿਕ ਫ਼ਰਜ਼ : ਸਿਹਤ ਮੰਤਰੀ ਪੰਜਾਬ [28, 846, 560, 936]
article-photo [1221, 1801, 1528, 2005]
article-body: ਗੁਰਦਾਸਪੁਰ, 6 ਜੂਨ (ਆਰ ਮੀਡੀਆ)- ਪੁਲਿਸ ਨੇ ਵੱਡੇ ਨਕਲੀ ਕੀਟਨਾਸ਼ਕ ਰੈਕੇਟ ਦਾ ਪਰਦਾਫਾਸ਼ ਕਰਦਿਆਂ ਮੁੱਖ ਦੋਸ਼ੀ ਨੂੰ ਗ੍ਰਿਫ਼ਤਾਰ ਕੀਤਾ ਹੈ। ਸੀਨੀਅਰ ਪੁਲਿਸ ਕਪਤਾਨ ਨੇ ਦੱਸਿਆ ਕਿ ਦੋਸ਼ੀ ਵੱਖ-ਵੱਖ ਰਾਜਾਂ ਵਿੱਚ ਨਕਲੀ ਕੀਟਨਾਸ਼ਕ ਤਿਆਰ ਕਰਕੇ ਕਿਸਾਨਾਂ ਨੂੰ ਵੇਚਦਾ ਸੀ। ਛਾਪੇਮਾਰੀ ਦੌਰਾਨ 2 ਕਰੋੜ ਰੁਪਏ ਤੋਂ ਵੱਧ ਦੇ ਨਕਲੀ ਕੀਟਨਾਸ਼ਕ ਬਰਾਮਦ ਕੀਤੇ ਗਏ ਹਨ ਅਤੇ ਮਾਮਲੇ ਦੀ ਅਗਲੀ ਜਾਂਚ ਜਾਰੀ ਹੈ। [607, 178, 845, 288]
headline: ਧਾਨ ਦੀ ਖੇਤੀ ਵਿੱਚ ਸਟੈਮ ਬੋਰਰਜ਼ ਨੂੰ ਨਿਯੰਤਰਿਤ ਕਰਨ ਲਈ ਬੇਅਰ ਨੇ ਬਾਇਕੋਟਾ ਕੀਤਾ ਲਾਂਚ [36, 2124, 555, 2143]
byline-tag: ਪੰਜਾਬ ਟਾਈਮਜ਼ ਖ਼ਬਰ [28, 944, 152, 965]
logo-icon [325, 1905, 336, 1916]
logo-icon [37, 695, 48, 707]
article-photo [1212, 1005, 1528, 1163]
article-photo [249, 942, 584, 1128]
article-hdfc-sakshi-gupta [599, 1038, 956, 1316]
byline-tag: ਪੰਜਾਬ ਟਾਈਮਜ਼ ਖ਼ਬਰ [969, 154, 1092, 176]
article-akhand-kirtani-jatha [28, 496, 584, 840]
article-yudh-nashian-virudh [28, 846, 584, 1333]
economist-photo [808, 1065, 947, 1223]
photo-caption: 2025 ਤੋਂ ਸਾਰੇ ਧਾਨ ਉਤਪਾਦਕ ਰਾਜਾਂ ਵਿੱਚ ਉਪਲਬਧ [152, 2199, 311, 2209]
page-header [0, 0, 1556, 86]
article-kotkis-brain-tumor [599, 751, 956, 1030]
article-vedantu-jee [599, 1915, 956, 2358]
union-leader-photo [1417, 1459, 1528, 1598]
